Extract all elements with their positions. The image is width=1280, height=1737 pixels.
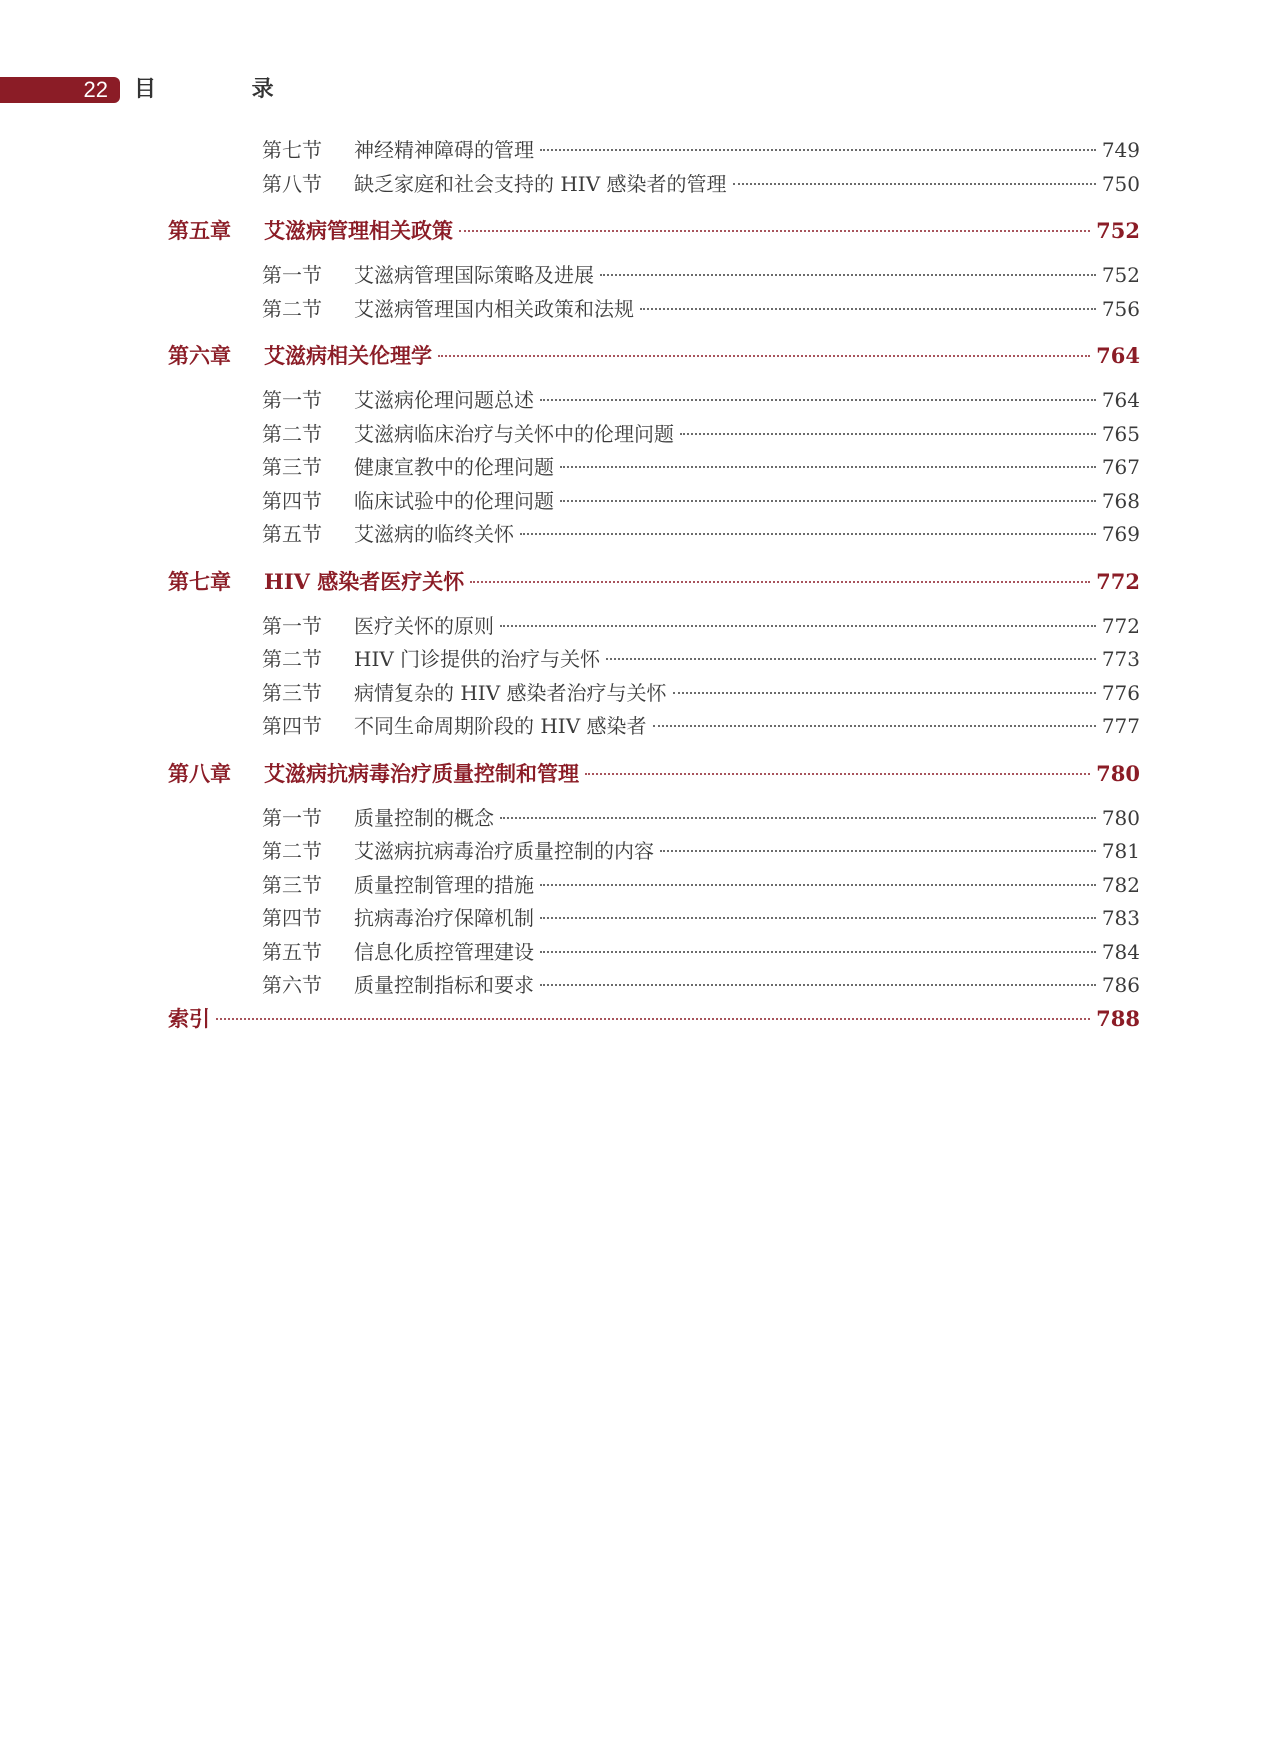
- toc-entry-section[interactable]: [168, 293, 1140, 327]
- page-number-tab: [0, 77, 120, 103]
- chapter-page-number: 764: [1096, 343, 1140, 368]
- page-number: 22: [83, 77, 108, 102]
- toc-entry-section[interactable]: [168, 384, 1140, 418]
- toc-entry-section[interactable]: [168, 259, 1140, 293]
- section-number: 第四节: [262, 906, 322, 930]
- section-title: 质量控制的概念: [354, 805, 494, 830]
- index-page-number: 788: [1096, 1005, 1140, 1031]
- dot-leader: [600, 274, 1096, 276]
- section-number: 第一节: [262, 613, 322, 638]
- toc-entry-section[interactable]: [168, 835, 1140, 869]
- dot-leader: [540, 399, 1096, 401]
- section-number: 第五节: [262, 939, 322, 964]
- chapter-title: 艾滋病相关伦理学: [264, 343, 432, 368]
- section-page-number: 764: [1101, 388, 1140, 412]
- chapter-title: 艾滋病管理相关政策: [264, 218, 453, 243]
- section-number: 第三节: [262, 455, 322, 479]
- toc-entry-section[interactable]: [168, 418, 1140, 452]
- section-title: 艾滋病管理国内相关政策和法规: [354, 296, 634, 321]
- section-number: 第三节: [262, 872, 322, 897]
- dot-leader: [540, 984, 1096, 986]
- page-header: [0, 77, 420, 103]
- section-page-number: 772: [1101, 613, 1140, 638]
- dot-leader: [540, 884, 1096, 886]
- section-number: 第二节: [262, 296, 322, 321]
- dot-leader: [606, 658, 1096, 660]
- section-page-number: 752: [1101, 263, 1140, 287]
- dot-leader: [653, 725, 1096, 727]
- dot-leader: [673, 692, 1096, 694]
- chapter-page-number: 752: [1096, 218, 1140, 243]
- toc-entry-section[interactable]: [168, 710, 1140, 744]
- toc-entry-section[interactable]: [168, 902, 1140, 936]
- toc-entry-index[interactable]: [168, 1003, 1140, 1035]
- section-page-number: 765: [1101, 421, 1140, 446]
- chapter-page-number: 772: [1096, 568, 1140, 594]
- section-number: 第三节: [262, 680, 322, 705]
- chapter-list: [168, 215, 1140, 1003]
- dot-leader: [733, 183, 1096, 185]
- section-title: HIV 门诊提供的治疗与关怀: [354, 647, 601, 671]
- section-page-number: 767: [1101, 455, 1140, 479]
- dot-leader: [438, 355, 1090, 357]
- chapter-title: 艾滋病抗病毒治疗质量控制和管理: [264, 760, 579, 786]
- section-number: 第六节: [262, 973, 322, 997]
- section-page-number: 780: [1101, 805, 1140, 830]
- section-page-number: 773: [1101, 647, 1140, 671]
- dot-leader: [540, 951, 1096, 953]
- section-number: 第一节: [262, 388, 322, 412]
- chapter-block: [168, 566, 1140, 744]
- toc-entry-section[interactable]: [168, 134, 1140, 168]
- section-title: 医疗关怀的原则: [354, 613, 494, 638]
- chapter-number: 第七章: [168, 568, 231, 594]
- chapter-title: HIV 感染者医疗关怀: [264, 568, 465, 594]
- dot-leader: [660, 850, 1096, 852]
- toc-entry-chapter[interactable]: [168, 758, 1140, 790]
- toc-entry-chapter[interactable]: [168, 340, 1140, 372]
- dot-leader: [560, 466, 1096, 468]
- toc-entry-section[interactable]: [168, 969, 1140, 1003]
- section-title: 质量控制管理的措施: [354, 872, 534, 897]
- toc-entry-chapter[interactable]: [168, 215, 1140, 247]
- section-title: 艾滋病伦理问题总述: [354, 388, 534, 412]
- section-number: 第二节: [262, 647, 322, 671]
- dot-leader: [520, 533, 1096, 535]
- dot-leader: [500, 625, 1096, 627]
- toc-entry-section[interactable]: [168, 168, 1140, 202]
- section-number: 第五节: [262, 522, 322, 546]
- section-title: 临床试验中的伦理问题: [354, 488, 554, 513]
- section-page-number: 750: [1101, 171, 1140, 196]
- dot-leader: [500, 817, 1096, 819]
- section-title: 艾滋病临床治疗与关怀中的伦理问题: [354, 421, 674, 446]
- toc-entry-section[interactable]: [168, 936, 1140, 970]
- toc-entry-section[interactable]: [168, 485, 1140, 519]
- section-number: 第一节: [262, 805, 322, 830]
- toc-entry-chapter[interactable]: [168, 566, 1140, 598]
- section-number: 第二节: [262, 839, 322, 863]
- section-number: 第四节: [262, 714, 322, 738]
- dot-leader: [585, 773, 1090, 775]
- section-page-number: 756: [1101, 296, 1140, 321]
- dot-leader: [540, 149, 1096, 151]
- toc-entry-section[interactable]: [168, 451, 1140, 485]
- dot-leader: [216, 1018, 1090, 1020]
- section-title: 病情复杂的 HIV 感染者治疗与关怀: [354, 680, 667, 705]
- continued-sections: [168, 134, 1140, 201]
- section-title: 艾滋病的临终关怀: [354, 522, 514, 546]
- toc-entry-section[interactable]: [168, 802, 1140, 836]
- dot-leader: [560, 500, 1096, 502]
- toc-entry-section[interactable]: [168, 869, 1140, 903]
- chapter-block: [168, 215, 1140, 326]
- section-title: 质量控制指标和要求: [354, 973, 534, 997]
- dot-leader: [680, 433, 1096, 435]
- section-title: 信息化质控管理建设: [354, 939, 534, 964]
- section-page-number: 784: [1101, 939, 1140, 964]
- section-page-number: 777: [1101, 714, 1140, 738]
- dot-leader: [540, 917, 1096, 919]
- section-page-number: 782: [1101, 872, 1140, 897]
- chapter-number: 第六章: [168, 343, 231, 368]
- section-number: 第二节: [262, 421, 322, 446]
- section-page-number: 768: [1101, 488, 1140, 513]
- section-title: 神经精神障碍的管理: [354, 138, 534, 162]
- section-title: 缺乏家庭和社会支持的 HIV 感染者的管理: [354, 171, 727, 196]
- dot-leader: [470, 581, 1090, 583]
- section-title: 抗病毒治疗保障机制: [354, 906, 534, 930]
- table-of-contents: [168, 134, 1140, 1047]
- section-title: 艾滋病管理国际策略及进展: [354, 263, 594, 287]
- toc-entry-section[interactable]: [168, 643, 1140, 677]
- section-number: 第四节: [262, 488, 322, 513]
- header-title: 目 录: [134, 77, 318, 102]
- toc-entry-section[interactable]: [168, 518, 1140, 552]
- section-page-number: 776: [1101, 680, 1140, 705]
- chapter-page-number: 780: [1096, 760, 1140, 786]
- dot-leader: [640, 308, 1096, 310]
- section-page-number: 783: [1101, 906, 1140, 930]
- chapter-block: [168, 758, 1140, 1003]
- section-number: 第七节: [262, 138, 322, 162]
- section-page-number: 781: [1101, 839, 1140, 863]
- chapter-block: [168, 340, 1140, 552]
- toc-entry-section[interactable]: [168, 610, 1140, 644]
- section-title: 不同生命周期阶段的 HIV 感染者: [354, 714, 647, 738]
- section-page-number: 769: [1101, 522, 1140, 546]
- chapter-number: 第八章: [168, 760, 231, 786]
- section-number: 第一节: [262, 263, 322, 287]
- section-number: 第八节: [262, 171, 322, 196]
- section-title: 健康宣教中的伦理问题: [354, 455, 554, 479]
- dot-leader: [459, 230, 1090, 232]
- section-page-number: 786: [1101, 973, 1140, 997]
- section-title: 艾滋病抗病毒治疗质量控制的内容: [354, 839, 654, 863]
- index-title: 索引: [168, 1005, 210, 1031]
- toc-entry-section[interactable]: [168, 677, 1140, 711]
- section-page-number: 749: [1101, 138, 1140, 162]
- chapter-number: 第五章: [168, 218, 231, 243]
